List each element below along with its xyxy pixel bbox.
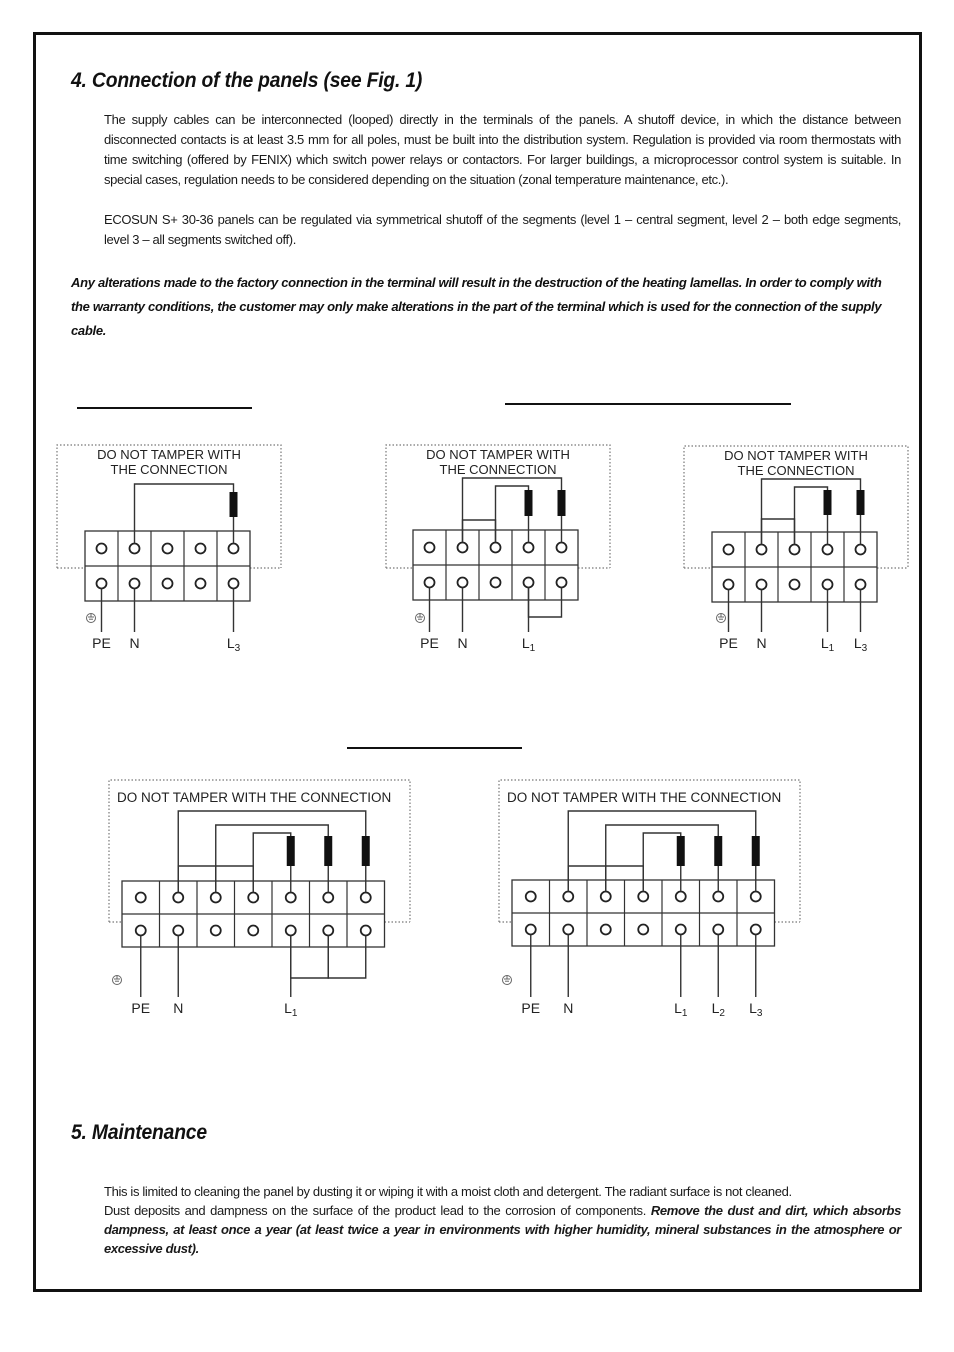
terminal-label-l1: $L_1$ — [820, 635, 835, 654]
notice-text-line-2: THE CONNECTION — [439, 462, 557, 477]
terminal-label-pe: PE — [719, 635, 738, 651]
notice-text-line-2: THE CONNECTION — [737, 463, 855, 478]
maintenance-text-2 — [104, 1201, 901, 1258]
warranty-warning: Any alterations made to the factory connection in the terminal will result in the destruction of the heating lamellas. In order to comply with the warranty conditions, the customer may only make alterations in the part of the terminal which is used for the connection of the supply cable. — [71, 275, 882, 338]
section-4-paragraph-2 — [104, 210, 901, 250]
terminal-label-l3: $L_3$ — [749, 1000, 763, 1019]
terminal-label-n: N — [756, 635, 767, 651]
terminal-label-pe: PE — [521, 1000, 541, 1016]
maintenance-plain-text: Dust deposits and dampness on the surface of the product lead to the corrosion of components. — [104, 1203, 646, 1218]
notice-text: DO NOT TAMPER WITH THE CONNECTION — [117, 790, 392, 805]
terminal-label-l3: $L_3$ — [853, 635, 868, 654]
notice-text: DO NOT TAMPER WITH THE CONNECTION — [507, 790, 782, 805]
terminal-label-n: N — [457, 635, 468, 651]
terminal-label-l1: $L_1$ — [674, 1000, 688, 1019]
underline-rule-3 — [347, 747, 522, 749]
terminal-label-pe: PE — [92, 635, 111, 651]
notice-text-line-1: DO NOT TAMPER WITH — [724, 448, 868, 463]
notice-text-line-2: THE CONNECTION — [110, 462, 228, 477]
terminal-label-n: N — [129, 635, 140, 651]
terminal-label-l1: $L_1$ — [284, 1000, 298, 1019]
notice-text-line-1: DO NOT TAMPER WITH — [426, 447, 570, 462]
section-5-heading: 5. Maintenance — [71, 1121, 207, 1144]
terminal-label-pe: PE — [420, 635, 439, 651]
terminal-label-n: N — [563, 1000, 574, 1016]
terminal-label-n: N — [173, 1000, 184, 1016]
notice-text-line-1: DO NOT TAMPER WITH — [97, 447, 241, 462]
section-4-heading: 4. Connection of the panels (see Fig. 1) — [71, 69, 423, 92]
paragraph-1-text: The supply cables can be interconnected (looped) directly in the terminals of the panels. A shutoff device, in which the distance between disconnected contacts is at least 3.5 mm for all poles, must be built into the distribution system. Regulation is provided via room thermostats with time switching (offered by FENIX) which switch power relays or contactors. For larger buildings, a microprocessor control system is suitable. In special cases, regulation needs to be considered depending on the situation (zonal temperature maintenance, etc.). — [104, 112, 901, 187]
terminal-label-l1: $L_1$ — [521, 635, 536, 654]
maintenance-bold-text: Remove the dust and dirt, which absorbs dampness, at least once a year (at least twice a year in environments with higher humidity, mineral substances in the atmosphere or excessive dust). — [104, 1203, 901, 1256]
terminal-label-l3: $L_3$ — [226, 635, 241, 654]
terminal-label-l2: $L_2$ — [711, 1000, 725, 1019]
maintenance-text-1: This is limited to cleaning the panel by dusting it or wiping it with a moist cloth and detergent. The radiant surface is not cleaned. — [104, 1184, 792, 1199]
paragraph-2-text: ECOSUN S+ 30-36 panels can be regulated via symmetrical shutoff of the segments (level 1 – central segment, level 2 – both edge segments, level 3 – all segments switched off). — [104, 212, 901, 247]
underline-rule-2 — [505, 403, 791, 405]
underline-rule-1 — [77, 407, 252, 409]
section-4-paragraph-1 — [104, 110, 901, 190]
terminal-label-pe: PE — [131, 1000, 151, 1016]
